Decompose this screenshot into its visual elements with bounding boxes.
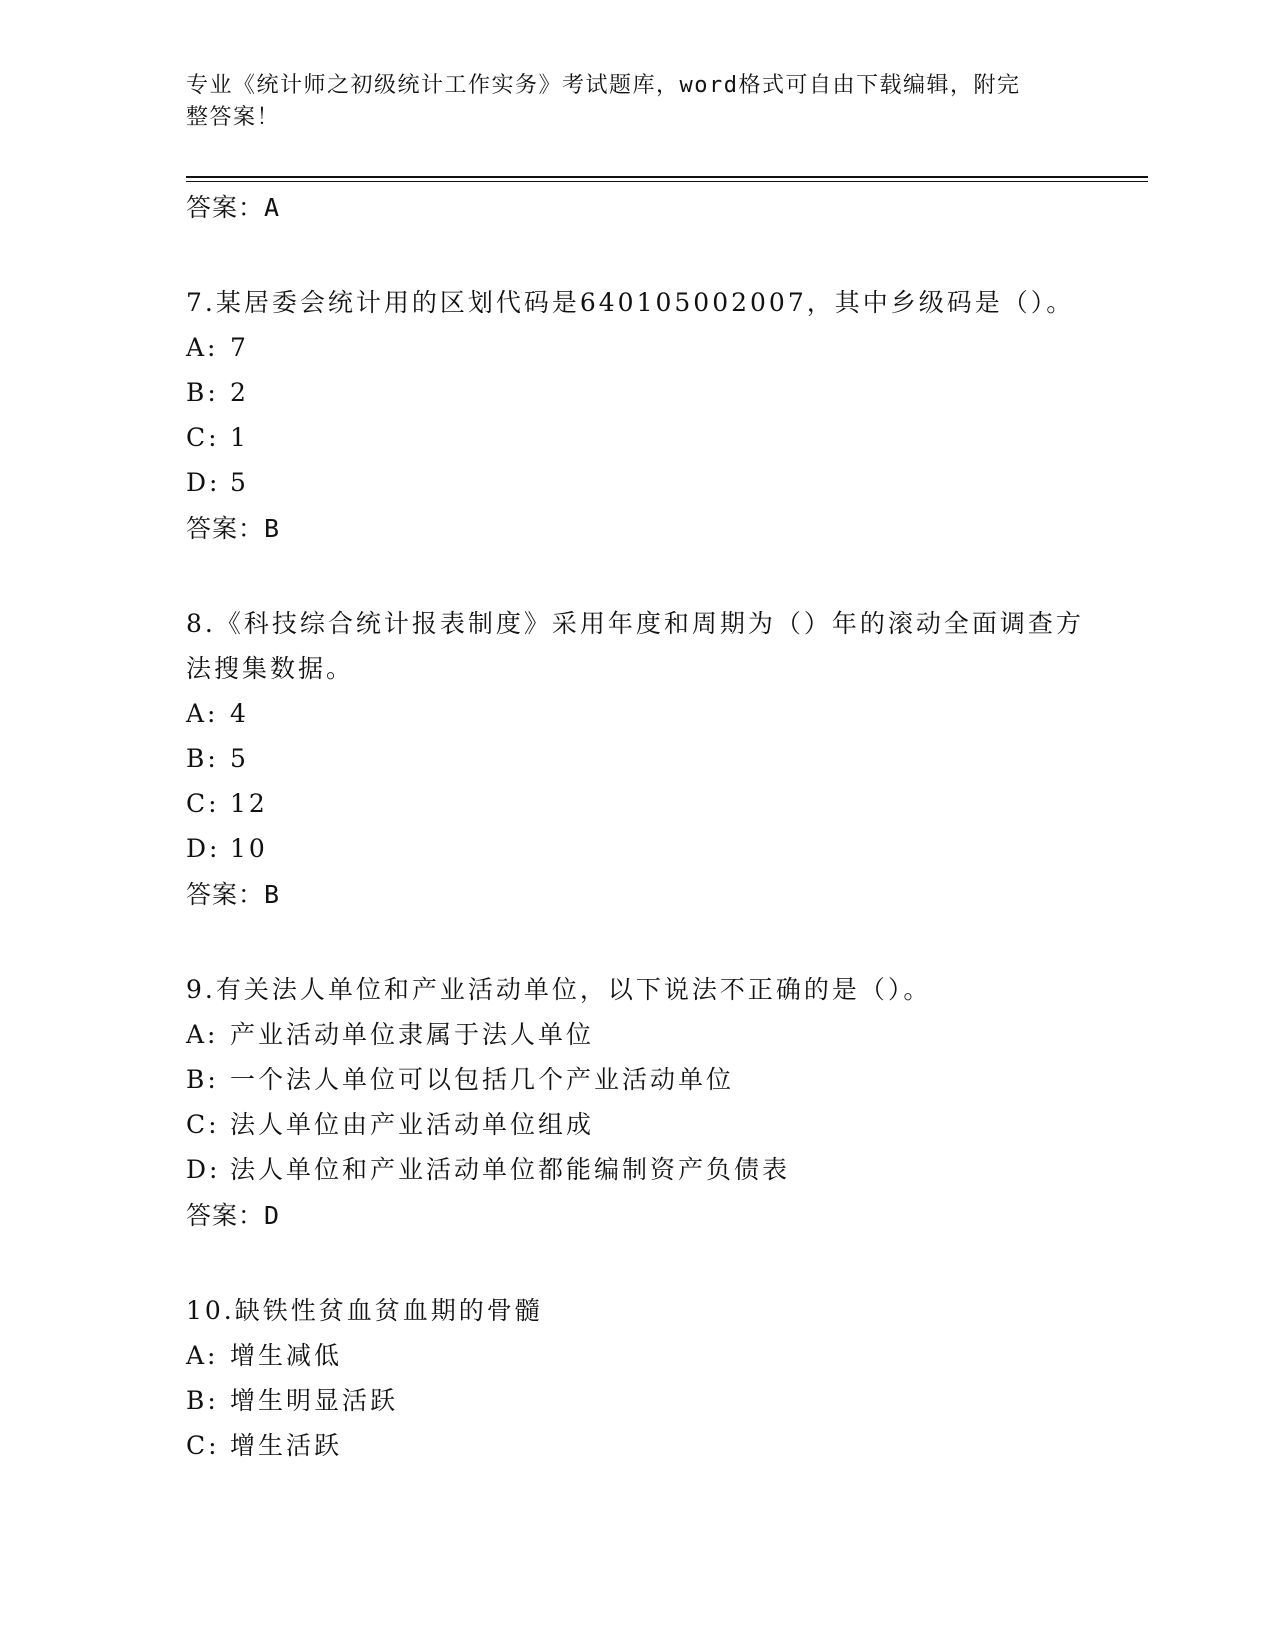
option-a bbox=[186, 1012, 1086, 1057]
option-letter: D: bbox=[186, 1155, 221, 1184]
answer-label: 答案： bbox=[186, 193, 265, 222]
option-d bbox=[186, 826, 1086, 871]
answer-line bbox=[186, 1198, 1086, 1234]
option-text: 7 bbox=[230, 333, 249, 362]
question-stem: 9.有关法人单位和产业活动单位，以下说法不正确的是（）。 bbox=[186, 975, 932, 1004]
option-b bbox=[186, 1378, 1086, 1423]
option-text: 1 bbox=[230, 423, 249, 452]
option-letter: B: bbox=[186, 744, 219, 773]
option-c bbox=[186, 781, 1086, 826]
question-stem: 7.某居委会统计用的区划代码是640105002007，其中乡级码是（）。 bbox=[186, 288, 1075, 317]
option-a bbox=[186, 691, 1086, 736]
question-8 bbox=[186, 601, 1086, 913]
option-text: 4 bbox=[230, 699, 249, 728]
header-rule-thick bbox=[186, 176, 1148, 178]
answer-value: D bbox=[264, 1201, 281, 1230]
option-text: 产业活动单位隶属于法人单位 bbox=[230, 1020, 595, 1049]
page-header bbox=[186, 70, 1086, 134]
answer-value: B bbox=[264, 514, 281, 543]
option-text: 法人单位和产业活动单位都能编制资产负债表 bbox=[230, 1155, 791, 1184]
option-letter: A: bbox=[186, 333, 219, 362]
option-letter: A: bbox=[186, 1020, 219, 1049]
option-letter: C: bbox=[186, 1431, 220, 1460]
option-text: 12 bbox=[230, 789, 268, 818]
option-letter: C: bbox=[186, 789, 220, 818]
option-letter: B: bbox=[186, 378, 219, 407]
option-b bbox=[186, 370, 1086, 415]
option-text: 增生活跃 bbox=[230, 1431, 343, 1460]
option-text: 法人单位由产业活动单位组成 bbox=[230, 1110, 595, 1139]
header-line-2: 整答案！ bbox=[186, 105, 281, 130]
header-rule-thin bbox=[186, 181, 1148, 182]
answer-line bbox=[186, 511, 1086, 547]
option-text: 5 bbox=[230, 744, 249, 773]
option-c bbox=[186, 415, 1086, 460]
option-text: 一个法人单位可以包括几个产业活动单位 bbox=[230, 1065, 735, 1094]
option-text: 10 bbox=[230, 834, 268, 863]
option-letter: A: bbox=[186, 1341, 219, 1370]
answer-label: 答案： bbox=[186, 880, 265, 909]
question-10 bbox=[186, 1288, 1086, 1468]
question-7 bbox=[186, 280, 1086, 547]
question-list bbox=[186, 190, 1086, 1468]
answer-label: 答案： bbox=[186, 1201, 265, 1230]
question-stem: 10.缺铁性贫血贫血期的骨髓 bbox=[186, 1296, 543, 1325]
option-d bbox=[186, 1147, 1086, 1192]
option-d bbox=[186, 460, 1086, 505]
answer-value: A bbox=[264, 193, 281, 222]
answer-line bbox=[186, 190, 1086, 226]
option-letter: B: bbox=[186, 1065, 219, 1094]
option-text: 2 bbox=[230, 378, 249, 407]
option-letter: D: bbox=[186, 834, 221, 863]
answer-line bbox=[186, 877, 1086, 913]
answer-value: B bbox=[264, 880, 281, 909]
option-a bbox=[186, 1333, 1086, 1378]
answer-label: 答案： bbox=[186, 514, 265, 543]
header-line-1: 专业《统计师之初级统计工作实务》考试题库，word格式可自由下载编辑，附完 bbox=[186, 73, 1021, 98]
option-b bbox=[186, 1057, 1086, 1102]
option-letter: A: bbox=[186, 699, 219, 728]
option-text: 增生减低 bbox=[230, 1341, 343, 1370]
option-text: 增生明显活跃 bbox=[230, 1386, 399, 1415]
option-letter: B: bbox=[186, 1386, 219, 1415]
option-text: 5 bbox=[230, 468, 249, 497]
option-letter: C: bbox=[186, 423, 220, 452]
option-letter: C: bbox=[186, 1110, 220, 1139]
option-letter: D: bbox=[186, 468, 221, 497]
question-stem: 8.《科技综合统计报表制度》采用年度和周期为（）年的滚动全面调查方法搜集数据。 bbox=[186, 609, 1084, 683]
option-c bbox=[186, 1102, 1086, 1147]
option-a bbox=[186, 325, 1086, 370]
option-b bbox=[186, 736, 1086, 781]
question-9 bbox=[186, 967, 1086, 1234]
option-c bbox=[186, 1423, 1086, 1468]
